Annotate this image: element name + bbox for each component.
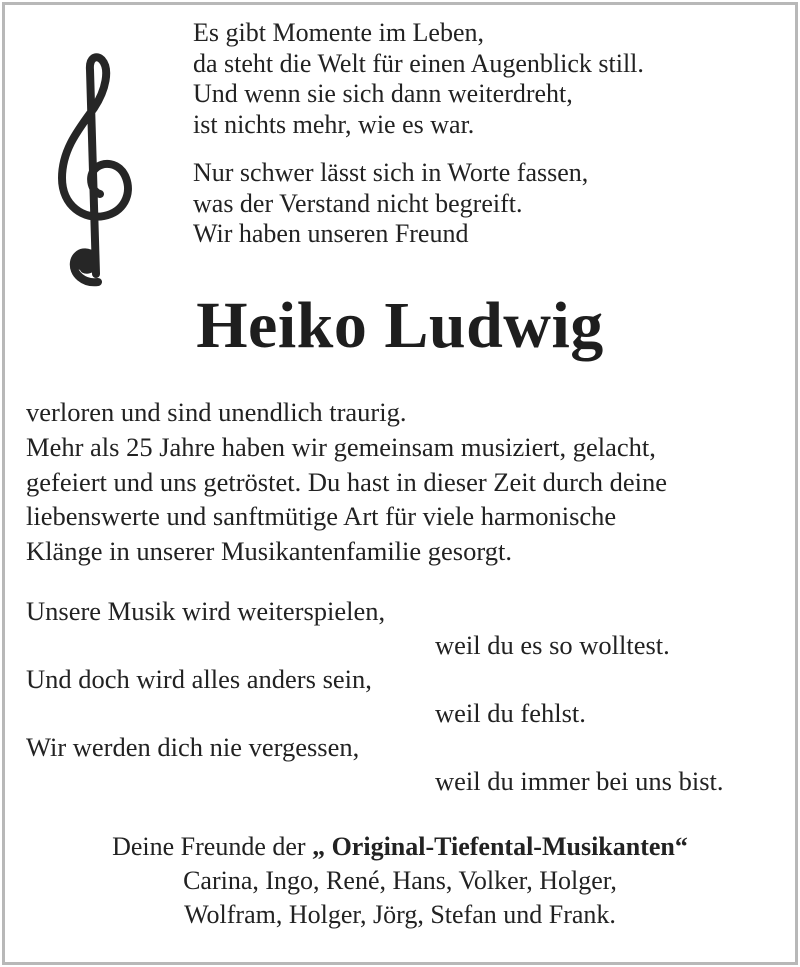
poem-line: Und wenn sie sich dann weiterdreht, xyxy=(193,79,573,108)
deceased-name: Heiko Ludwig xyxy=(196,289,604,362)
poem-line: Es gibt Momente im Leben, xyxy=(193,18,485,47)
group-name: „ Original-Tiefental-Musikanten“ xyxy=(312,832,688,861)
verse-line: Und doch wird alles anders sein, xyxy=(26,664,372,694)
verse-line: weil du fehlst. xyxy=(435,698,586,728)
poem-line: was der Verstand nicht begreift. xyxy=(193,188,523,218)
poem-line: Wir haben unseren Freund xyxy=(193,219,469,248)
verse-line: weil du immer bei uns bist. xyxy=(435,766,724,796)
opening-poem xyxy=(193,18,644,250)
tribute-text xyxy=(26,395,786,569)
tribute-line: Klänge in unserer Musikantenfamilie gesorgt. xyxy=(26,536,512,567)
signoff-group-line xyxy=(0,830,800,864)
verse-line: Wir werden dich nie vergessen, xyxy=(26,732,360,762)
signoff xyxy=(0,830,800,932)
signoff-prefix: Deine Freunde der xyxy=(112,832,313,861)
tribute-line: Mehr als 25 Jahre haben wir gemeinsam musiziert, gelacht, xyxy=(26,431,656,462)
closing-verses xyxy=(26,594,786,798)
poem-line: da steht die Welt für einen Augenblick still. xyxy=(193,48,644,78)
tribute-line: gefeiert und uns getröstet. Du hast in dieser Zeit durch deine xyxy=(26,466,667,497)
verse-line: Unsere Musik wird weiterspielen, xyxy=(26,596,386,626)
treble-clef-icon xyxy=(50,50,140,290)
tribute-line: verloren und sind unendlich traurig. xyxy=(26,397,407,427)
verse-line: weil du es so wolltest. xyxy=(435,630,670,660)
names-line: Wolfram, Holger, Jörg, Stefan und Frank. xyxy=(184,900,616,929)
poem-line: Nur schwer lässt sich in Worte fassen, xyxy=(193,158,589,187)
names-line: Carina, Ingo, René, Hans, Volker, Holger, xyxy=(183,866,617,895)
tribute-line: liebenswerte und sanftmütige Art für viele harmonische xyxy=(26,501,617,532)
poem-line: ist nichts mehr, wie es war. xyxy=(193,109,475,139)
